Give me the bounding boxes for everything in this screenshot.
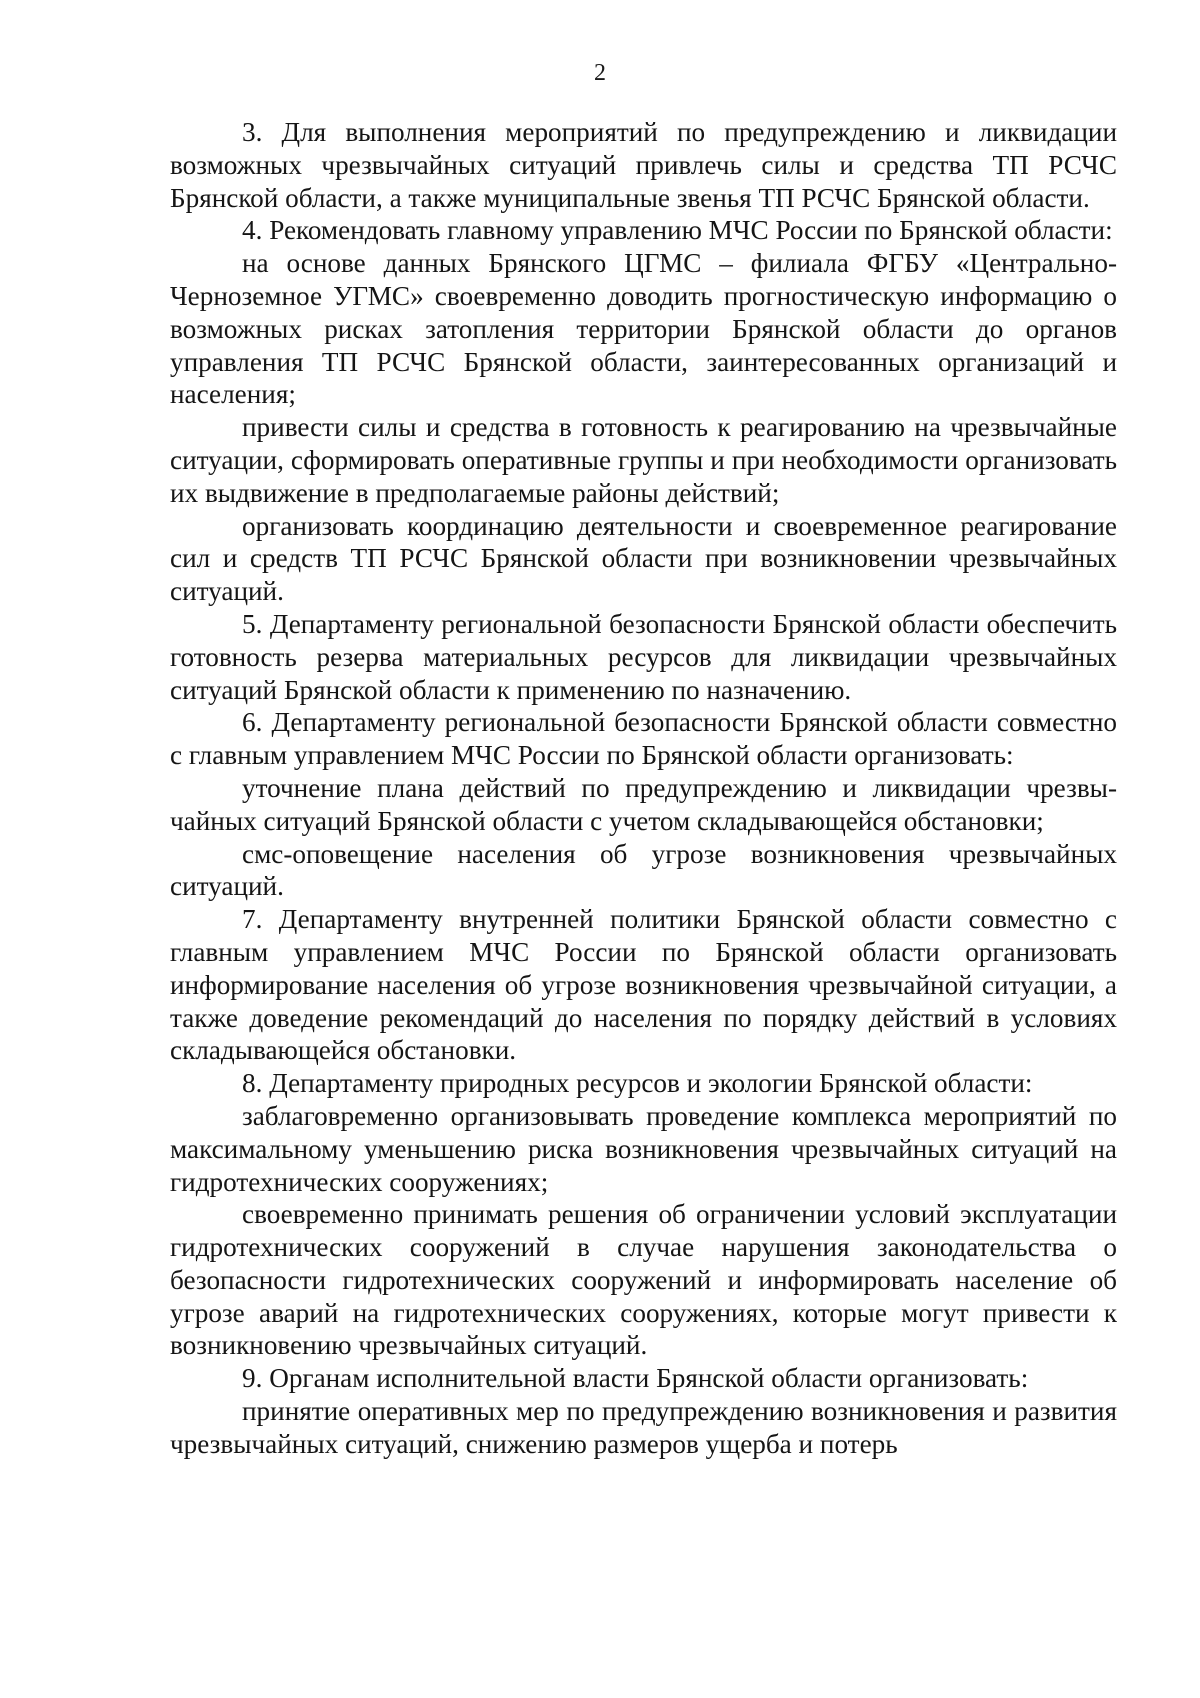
document-body	[170, 116, 1117, 1461]
paragraph-item-7: 7. Департаменту внутренней политики Брянской области совместно с главным управлением МЧС России по Брянской области организовать информирование населения об угрозе возникновения чрезвычайной ситуации, а также доведение рекомендаций до населения по порядку действий в условиях складывающейся обстановки.	[170, 904, 1117, 1066]
paragraph-item-4: 4. Рекомендовать главному управлению МЧС России по Брянской области:	[242, 215, 1113, 246]
paragraph-item-9: 9. Органам исполнительной власти Брянской области организовать:	[242, 1363, 1029, 1394]
paragraph-item-4-subitem-coordination: организовать координацию деятельности и своевременное реагирование сил и средств ТП РСЧС Брянской области при возникновении чрезвычайных ситуаций.	[170, 510, 1117, 607]
page-number: 2	[594, 60, 606, 86]
paragraph-item-5: 5. Департаменту региональной безопасности Брянской области обеспечить готовность резерва материальных ресурсов для ликвидации чрезвычайных ситуаций Брянской области к применению по назначению.	[170, 608, 1117, 705]
paragraph-item-8-subitem-measures: заблаговременно организовывать проведение комплекса мероприятий по максимальному уменьшению риска возникновения чрезвычайных ситуаций на гидротехнических сооружениях;	[170, 1100, 1117, 1197]
paragraph-item-6-subitem-plan: уточнение плана действий по предупреждению и ликвидации чрезвычайных ситуаций Брянской области с учетом складывающейся обстановки;	[170, 772, 1117, 836]
paragraph-item-3: 3. Для выполнения мероприятий по предупреждению и ликвидации возможных чрезвычайных ситуаций привлечь силы и средства ТП РСЧС Брянской области, а также муниципальные звенья ТП РСЧС Брянской области.	[170, 117, 1117, 213]
paragraph-item-8-subitem-decisions: своевременно принимать решения об ограничении условий эксплуатации гидротехнических сооружений в случае нарушения законодательства о безопасности гидротехнических сооружений и информировать население об угрозе аварий на гидротехнических сооружениях, которые могут привести к возникновению чрезвычайных ситуаций.	[170, 1199, 1117, 1361]
paragraph-item-8: 8. Департаменту природных ресурсов и экологии Брянской области:	[242, 1068, 1033, 1099]
paragraph-item-6: 6. Департаменту региональной безопасности Брянской области совместно с главным управлением МЧС России по Брянской области организовать:	[170, 707, 1117, 771]
paragraph-item-6-subitem-sms: смс-оповещение населения об угрозе возникновения чрезвычайных ситуаций.	[170, 838, 1117, 902]
paragraph-item-9-subitem-measures: принятие оперативных мер по предупреждению возникновения и развития чрезвычайных ситуаций, снижению размеров ущерба и потерь	[170, 1396, 1117, 1459]
paragraph-item-4-subitem-forecast: на основе данных Брянского ЦГМС – филиала ФГБУ «Центрально-Черноземное УГМС» своевременно доводить прогностическую информацию о возможных рисках затопления территории Брянской области до органов управления ТП РСЧС Брянской области, заинтересованных организаций и населения;	[170, 248, 1117, 410]
paragraph-item-4-subitem-readiness: привести силы и средства в готовность к реагированию на чрезвычайные ситуации, сформировать оперативные группы и при необходимости организовать их выдвижение в предполагаемые районы действий;	[170, 412, 1117, 508]
